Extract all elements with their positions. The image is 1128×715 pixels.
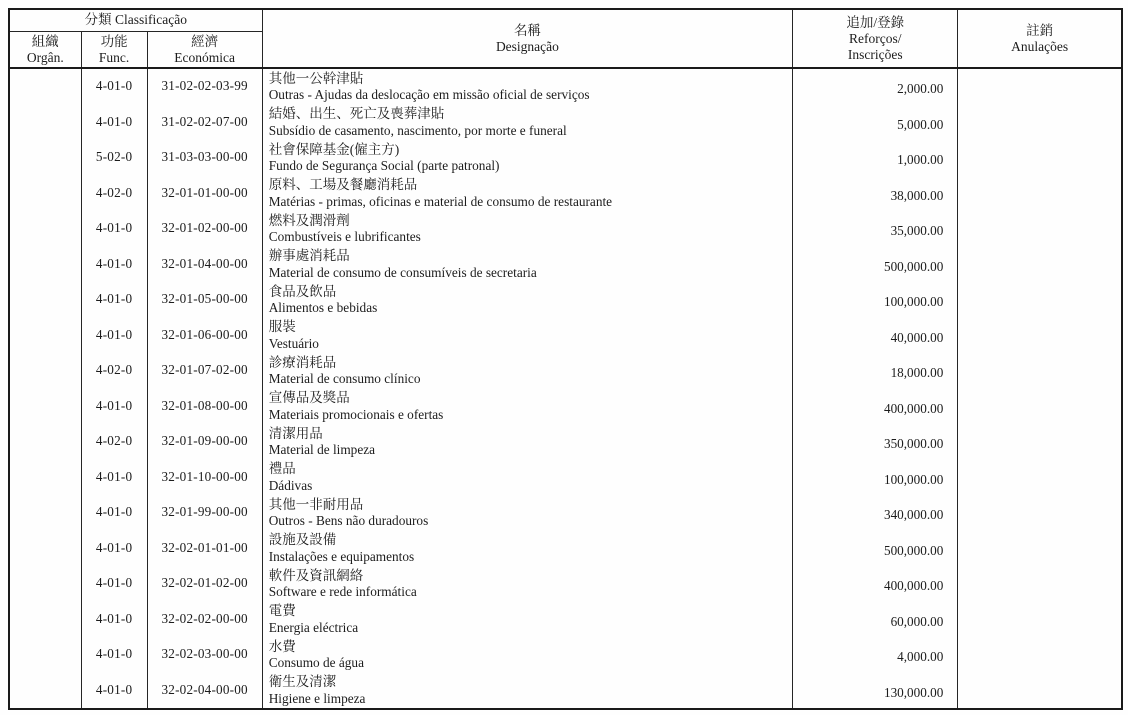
reforcos-amount-cell	[793, 459, 958, 495]
designation-cell	[262, 246, 792, 282]
table-row	[9, 672, 1122, 709]
econ-code: 32-01-07-02-00	[161, 362, 248, 378]
func-code: 4-01-0	[95, 220, 133, 236]
func-label-pt: Func.	[98, 49, 130, 65]
table-row	[9, 246, 1122, 282]
designation-cell	[262, 424, 792, 460]
designation-zh: 軟件及資訊網絡	[268, 567, 364, 583]
designation-cell	[262, 211, 792, 247]
designation-zh: 燃料及潤滑劑	[268, 212, 350, 228]
reforcos-amount-cell	[793, 282, 958, 318]
func-code: 4-01-0	[95, 291, 133, 307]
reforcos-amount-cell	[793, 495, 958, 531]
econ-code: 32-01-05-00-00	[161, 291, 248, 307]
func-code: 4-01-0	[95, 397, 133, 413]
designation-pt: Vestuário	[268, 335, 319, 351]
econ-code-cell	[147, 459, 262, 495]
organ-label-zh: 組織	[31, 33, 59, 49]
econ-code: 32-01-10-00-00	[161, 468, 248, 484]
reforcos-amount-cell	[793, 388, 958, 424]
anulacoes-amount-cell	[958, 246, 1122, 282]
func-code-cell	[81, 601, 147, 637]
reforcos-amount: 340,000.00	[883, 507, 944, 522]
designation-pt: Higiene e limpeza	[268, 690, 366, 706]
func-code: 4-01-0	[95, 504, 133, 520]
designation-pt: Dádivas	[268, 477, 313, 493]
anulacoes-column-header	[958, 9, 1122, 68]
designation-cell	[262, 566, 792, 602]
designation-cell	[262, 104, 792, 140]
reforcos-amount-cell	[793, 104, 958, 140]
designation-cell	[262, 282, 792, 318]
econ-label-pt: Económica	[174, 49, 236, 65]
designation-pt: Fundo de Segurança Social (parte patronal)	[268, 158, 500, 173]
func-label-zh: 功能	[100, 33, 128, 49]
econ-code: 32-02-01-01-00	[161, 539, 248, 555]
organ-label-pt: Orgân.	[26, 49, 64, 65]
designation-cell	[262, 317, 792, 353]
designation-cell	[262, 140, 792, 176]
designation-zh: 食品及飲品	[268, 283, 337, 299]
econ-code-cell	[147, 495, 262, 531]
designation-pt: Material de consumo clínico	[268, 371, 421, 386]
reforcos-amount-cell	[793, 672, 958, 709]
organ-code-cell	[9, 104, 81, 140]
func-code: 4-01-0	[95, 78, 133, 94]
anulacoes-amount-cell	[958, 68, 1122, 105]
table-header	[9, 9, 1122, 68]
designation-zh: 診療消耗品	[268, 354, 337, 370]
organ-code-cell	[9, 530, 81, 566]
econ-code: 32-02-03-00-00	[161, 646, 248, 662]
reforcos-amount: 100,000.00	[883, 294, 944, 309]
econ-code: 31-02-02-07-00	[161, 113, 248, 129]
reforcos-amount-cell	[793, 566, 958, 602]
budget-table	[8, 8, 1123, 710]
organ-code-cell	[9, 601, 81, 637]
econ-code-cell	[147, 601, 262, 637]
designation-pt: Subsídio de casamento, nascimento, por morte e funeral	[268, 122, 567, 138]
designation-zh: 電費	[268, 603, 296, 618]
organ-code-cell	[9, 495, 81, 531]
anulacoes-amount-cell	[958, 104, 1122, 140]
func-code-cell	[81, 530, 147, 566]
table-row	[9, 353, 1122, 389]
table-row	[9, 211, 1122, 247]
organ-code-cell	[9, 317, 81, 353]
func-code-cell	[81, 353, 147, 389]
designation-pt: Combustíveis e lubrificantes	[268, 229, 421, 244]
reforcos-amount-cell	[793, 530, 958, 566]
func-code: 4-02-0	[95, 433, 133, 449]
econ-code: 32-01-06-00-00	[161, 326, 248, 342]
reforcos-amount-cell	[793, 637, 958, 673]
designation-pt: Materiais promocionais e ofertas	[268, 406, 444, 422]
func-code-cell	[81, 104, 147, 140]
designation-zh: 水費	[268, 638, 296, 654]
func-code: 4-01-0	[95, 681, 133, 697]
reforcos-amount: 130,000.00	[883, 684, 944, 700]
table-row	[9, 282, 1122, 318]
econ-code: 32-01-99-00-00	[161, 504, 248, 520]
designation-zh: 設施及設備	[268, 532, 337, 547]
reforcos-amount: 38,000.00	[890, 187, 944, 203]
econ-code-cell	[147, 530, 262, 566]
func-code-cell	[81, 140, 147, 176]
econ-code-cell	[147, 140, 262, 176]
organ-code-cell	[9, 388, 81, 424]
func-code: 4-01-0	[95, 646, 133, 662]
econ-code-cell	[147, 317, 262, 353]
anulacoes-amount-cell	[958, 282, 1122, 318]
func-code-cell	[81, 672, 147, 709]
func-code-cell	[81, 566, 147, 602]
econ-code: 32-01-08-00-00	[161, 397, 248, 413]
reforcos-amount: 400,000.00	[883, 400, 944, 416]
econ-code-cell	[147, 672, 262, 709]
reforcos-amount-cell	[793, 353, 958, 389]
anulacoes-amount-cell	[958, 637, 1122, 673]
anulacoes-amount-cell	[958, 672, 1122, 709]
designation-zh: 服裝	[268, 319, 296, 334]
reforcos-column-header	[793, 9, 958, 68]
reforcos-amount-cell	[793, 68, 958, 105]
reforcos-amount: 350,000.00	[883, 436, 944, 451]
designation-cell	[262, 637, 792, 673]
anulacoes-amount-cell	[958, 175, 1122, 211]
func-code-cell	[81, 388, 147, 424]
anulacoes-amount-cell	[958, 495, 1122, 531]
func-code-cell	[81, 68, 147, 105]
econ-code-cell	[147, 424, 262, 460]
reforcos-label-pt1: Reforços/	[849, 30, 902, 46]
table-row	[9, 637, 1122, 673]
reforcos-amount: 2,000.00	[897, 81, 944, 96]
anulacoes-amount-cell	[958, 140, 1122, 176]
econ-code-cell	[147, 353, 262, 389]
func-code: 4-01-0	[95, 113, 133, 129]
designation-column-header	[262, 9, 792, 68]
designation-zh: 禮品	[268, 461, 296, 476]
func-code: 4-01-0	[95, 255, 133, 271]
func-code-cell	[81, 282, 147, 318]
designation-cell	[262, 353, 792, 389]
designation-pt: Outras - Ajudas da deslocação em missão oficial de serviços	[268, 87, 590, 102]
organ-code-cell	[9, 282, 81, 318]
func-code-cell	[81, 246, 147, 282]
reforcos-label-pt2: Inscrições	[847, 46, 903, 62]
reforcos-amount-cell	[793, 246, 958, 282]
organ-code-cell	[9, 459, 81, 495]
reforcos-amount-cell	[793, 601, 958, 637]
func-code-cell	[81, 211, 147, 247]
reforcos-amount: 100,000.00	[883, 471, 944, 487]
econ-code: 31-02-02-03-99	[161, 78, 248, 94]
designation-label-zh: 名稱	[513, 22, 541, 38]
organ-code-cell	[9, 140, 81, 176]
econ-code-cell	[147, 104, 262, 140]
econ-code: 32-01-04-00-00	[161, 255, 248, 271]
designation-cell	[262, 388, 792, 424]
designation-cell	[262, 601, 792, 637]
anulacoes-amount-cell	[958, 317, 1122, 353]
designation-cell	[262, 530, 792, 566]
designation-pt: Material de consumo de consumíveis de secretaria	[268, 264, 537, 280]
designation-pt: Energia eléctrica	[268, 619, 359, 635]
reforcos-amount: 40,000.00	[890, 329, 944, 345]
organ-code-cell	[9, 353, 81, 389]
func-code-cell	[81, 495, 147, 531]
econ-code-cell	[147, 566, 262, 602]
econ-code: 32-02-02-00-00	[161, 610, 248, 626]
econ-code: 32-02-01-02-00	[161, 575, 248, 591]
table-row	[9, 68, 1122, 105]
designation-pt: Alimentos e bebidas	[268, 300, 378, 315]
designation-pt: Instalações e equipamentos	[268, 548, 415, 564]
organ-code-cell	[9, 68, 81, 105]
designation-pt: Matérias - primas, oficinas e material de consumo de restaurante	[268, 193, 613, 209]
econ-code: 32-02-04-00-00	[161, 681, 248, 697]
table-row	[9, 317, 1122, 353]
organ-column-header	[9, 31, 81, 68]
anulacoes-label-zh: 註銷	[1026, 22, 1054, 38]
designation-zh: 宣傳品及獎品	[268, 390, 350, 405]
organ-code-cell	[9, 566, 81, 602]
organ-code-cell	[9, 637, 81, 673]
designation-cell	[262, 672, 792, 709]
table-row	[9, 530, 1122, 566]
reforcos-amount-cell	[793, 317, 958, 353]
econ-code: 31-03-03-00-00	[161, 149, 248, 165]
table-row	[9, 566, 1122, 602]
table-row	[9, 175, 1122, 211]
table-row	[9, 104, 1122, 140]
designation-zh: 其他一公幹津貼	[268, 70, 364, 86]
anulacoes-amount-cell	[958, 353, 1122, 389]
econ-code-cell	[147, 282, 262, 318]
anulacoes-amount-cell	[958, 211, 1122, 247]
anulacoes-amount-cell	[958, 424, 1122, 460]
econ-code-cell	[147, 175, 262, 211]
designation-zh: 辦事處消耗品	[268, 248, 350, 263]
designation-cell	[262, 495, 792, 531]
reforcos-amount: 35,000.00	[890, 223, 944, 238]
func-code: 4-02-0	[95, 362, 133, 378]
anulacoes-amount-cell	[958, 388, 1122, 424]
econ-code: 32-01-01-00-00	[161, 184, 248, 200]
table-row	[9, 424, 1122, 460]
econ-code: 32-01-09-00-00	[161, 433, 248, 449]
func-code: 4-02-0	[95, 184, 133, 200]
designation-pt: Material de limpeza	[268, 442, 376, 457]
func-code-cell	[81, 459, 147, 495]
designation-cell	[262, 68, 792, 105]
designation-zh: 原料、工場及餐廳消耗品	[268, 177, 418, 192]
table-row	[9, 459, 1122, 495]
anulacoes-amount-cell	[958, 601, 1122, 637]
anulacoes-amount-cell	[958, 530, 1122, 566]
anulacoes-amount-cell	[958, 459, 1122, 495]
reforcos-amount: 5,000.00	[897, 116, 944, 132]
organ-code-cell	[9, 424, 81, 460]
econ-code-cell	[147, 246, 262, 282]
func-column-header	[81, 31, 147, 68]
func-code-cell	[81, 637, 147, 673]
func-code: 4-01-0	[95, 610, 133, 626]
reforcos-amount: 400,000.00	[883, 578, 944, 593]
anulacoes-label-pt: Anulações	[1011, 38, 1069, 54]
table-row	[9, 601, 1122, 637]
designation-zh: 社會保障基金(僱主方)	[268, 141, 400, 157]
func-code: 4-01-0	[95, 575, 133, 591]
organ-code-cell	[9, 211, 81, 247]
func-code-cell	[81, 317, 147, 353]
table-body	[9, 68, 1122, 709]
classification-group-label: 分類 Classificação	[84, 12, 188, 28]
func-code-cell	[81, 424, 147, 460]
classification-group-header	[9, 9, 262, 31]
econ-code-cell	[147, 211, 262, 247]
func-code-cell	[81, 175, 147, 211]
table-row	[9, 140, 1122, 176]
econ-code-cell	[147, 637, 262, 673]
econ-code: 32-01-02-00-00	[161, 220, 248, 236]
reforcos-amount-cell	[793, 140, 958, 176]
designation-zh: 衛生及清潔	[268, 674, 337, 689]
econ-code-cell	[147, 68, 262, 105]
reforcos-amount: 500,000.00	[883, 258, 944, 274]
table-row	[9, 495, 1122, 531]
reforcos-amount-cell	[793, 211, 958, 247]
reforcos-amount: 1,000.00	[897, 152, 944, 167]
reforcos-amount: 500,000.00	[883, 542, 944, 558]
reforcos-amount: 60,000.00	[890, 613, 944, 629]
designation-pt: Consumo de água	[268, 655, 364, 670]
designation-cell	[262, 459, 792, 495]
reforcos-amount: 4,000.00	[897, 649, 944, 664]
reforcos-amount-cell	[793, 175, 958, 211]
func-code: 4-01-0	[95, 468, 133, 484]
econ-label-zh: 經濟	[191, 33, 219, 49]
econ-column-header	[147, 31, 262, 68]
reforcos-label-zh: 追加/登錄	[846, 14, 905, 30]
organ-code-cell	[9, 246, 81, 282]
designation-pt: Outros - Bens não duradouros	[268, 513, 429, 528]
table-row	[9, 388, 1122, 424]
func-code: 5-02-0	[95, 149, 133, 165]
designation-cell	[262, 175, 792, 211]
func-code: 4-01-0	[95, 326, 133, 342]
anulacoes-amount-cell	[958, 566, 1122, 602]
reforcos-amount: 18,000.00	[890, 365, 944, 380]
designation-zh: 結婚、出生、死亡及喪葬津貼	[268, 106, 445, 121]
designation-zh: 其他一非耐用品	[268, 496, 364, 512]
func-code: 4-01-0	[95, 539, 133, 555]
organ-code-cell	[9, 672, 81, 709]
econ-code-cell	[147, 388, 262, 424]
designation-zh: 清潔用品	[268, 425, 323, 441]
designation-pt: Software e rede informática	[268, 584, 417, 599]
organ-code-cell	[9, 175, 81, 211]
designation-label-pt: Designação	[495, 38, 559, 54]
reforcos-amount-cell	[793, 424, 958, 460]
